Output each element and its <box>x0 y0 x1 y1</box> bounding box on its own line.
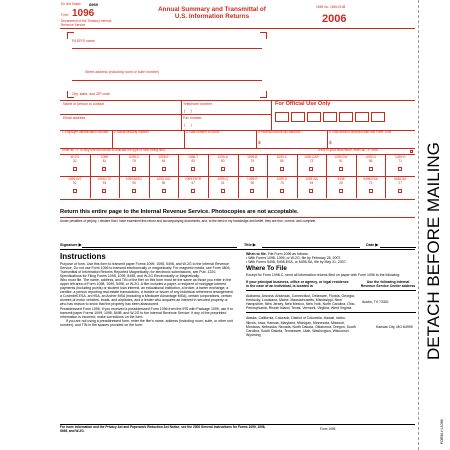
form-type-checkbox[interactable] <box>191 167 195 171</box>
form-type-checkbox[interactable] <box>132 189 136 193</box>
form-type-name: 1099-Q <box>217 177 229 181</box>
city-state-zip-label: City, state, and ZIP code <box>72 92 111 96</box>
enter-x-instruction: Enter an "X" in only one box below to indicate the type of form being filed. <box>62 148 166 152</box>
form-type-checkbox[interactable] <box>369 189 373 193</box>
who-must-file-paragraph: Who must file. The name, address, and TIN of the filer on this form must be the same as those you enter in the upper left area of Form 1098, 1099, 5498, or W-2G. A filer includes a payer, a recipient of mortgage interest payments (including points) or student loan interest, an educational institution, a broker, a barter exchange, a creditor, a person reporting real estate transactions, a trustee or issuer of any individual retirement arrangement, a Coverdell ESA, an HSA, an Archer MSA (including a Medicare Advantage MSA), certain corporations, certain donees of motor vehicles, boats, and airplanes, and a lender who acquires an interest in secured property or who has reason to know that the property has been abandoned. <box>60 278 234 307</box>
official-use-label: For Official Use Only <box>275 101 331 107</box>
when-to-file-heading: When to file. <box>246 252 267 256</box>
form-type-name: 1098-E <box>158 155 169 159</box>
form-year: 2006 <box>322 13 347 25</box>
form-type-cell <box>238 177 268 198</box>
when-to-file-intro: File Form 1096 as follows. <box>267 252 309 256</box>
form-type-cell <box>90 155 120 176</box>
form-type-code: 98 <box>250 181 255 185</box>
form-type-cell <box>238 155 268 176</box>
box5-dollar: $ <box>329 140 332 145</box>
form-type-name: 1099-B <box>247 155 258 159</box>
form-type-name: 1099-G <box>365 155 376 159</box>
instructions-heading: Instructions <box>60 252 106 261</box>
form-type-code: 83 <box>191 159 195 163</box>
box3-label: 3 Total number of forms <box>186 130 220 134</box>
when-bullet-2: • With Forms 5498, 5498-ESA, or 5498-SA, file by May 31, 2007. <box>246 260 347 265</box>
form-type-checkbox[interactable] <box>398 189 402 193</box>
form-type-cell <box>119 155 149 176</box>
states-group-kansas-city: Alaska, California, Colorado, District of Columbia, Hawaii, Idaho, Illinois, Iowa, Kansas, Maryland, Michigan, Minnesota, Missouri, Montana, Nebraska, Nevada, North Dakota, Oklahoma, Oregon, South Carolina, South Dakota, Tennessee, Utah, Washington, Wisconsin, Wyoming <box>246 316 356 337</box>
form-type-name: 5498-SA <box>393 177 407 181</box>
form-type-name: 1099-PATR <box>185 177 202 181</box>
form-type-cell <box>178 155 208 176</box>
detach-before-mailing-text: DETACH BEFORE MAILING <box>424 142 443 360</box>
omb-number: OMB No. 1545-0108 <box>316 5 346 9</box>
form-type-code: 81 <box>102 159 107 163</box>
form-type-name: 1099-A <box>217 155 228 159</box>
filer-name-label: FILER'S name <box>72 39 95 43</box>
signature-label: Signature ▶ <box>60 243 82 247</box>
box1-label: 1 Employer identification number <box>62 130 109 134</box>
street-address-label: Street address (including room or suite number) <box>85 70 160 74</box>
form-type-code: 79 <box>250 159 255 163</box>
form-type-name: 1098-T <box>188 155 199 159</box>
form-type-name: 1099-H <box>394 155 406 159</box>
form-type-name: 1099-R <box>247 177 258 181</box>
form-type-code: 96 <box>161 181 166 185</box>
form-type-cell <box>267 177 297 198</box>
form-type-cell <box>119 177 149 198</box>
box4-label: 4 Federal income tax withheld <box>258 130 301 134</box>
instructions-left-column <box>60 262 234 327</box>
box4-dollar: $ <box>258 140 261 145</box>
form-type-checkbox[interactable] <box>369 167 373 171</box>
location-column-heading: If your principal business, office or agency, or legal residence in the case of an individual, is located in <box>246 280 349 289</box>
form-type-code: 93 <box>102 181 107 185</box>
form-type-checkbox[interactable] <box>398 167 402 171</box>
form-type-name: 1099-DIV <box>334 155 348 159</box>
form-type-name: W-2G <box>70 155 79 159</box>
box2-label: 2 Social security number <box>114 130 149 134</box>
when-bullet-1: • With Forms 1098, 1099, or W-2G, file by February 28, 2007. <box>246 256 342 261</box>
form-type-cell <box>90 177 120 198</box>
form-type-name: 1099-INT <box>68 177 82 181</box>
email-label: Email address <box>63 116 86 120</box>
form-type-checkbox[interactable] <box>102 167 106 171</box>
form-type-code: 94 <box>309 181 314 185</box>
form-type-cell <box>208 177 238 198</box>
form-type-checkbox[interactable] <box>132 167 136 171</box>
form-type-name: 5498-ESA <box>363 177 378 181</box>
form-type-checkbox[interactable] <box>280 167 284 171</box>
form-type-code: 28 <box>339 181 343 185</box>
form-type-checkbox[interactable] <box>73 167 77 171</box>
form-type-cell <box>385 155 415 176</box>
form-type-code: 95 <box>132 181 136 185</box>
final-return-checkbox[interactable] <box>410 150 413 153</box>
form-type-name: 1099-MISC <box>125 177 142 181</box>
form-type-code: 75 <box>280 181 284 185</box>
form-type-cell <box>356 177 386 198</box>
form-type-cell <box>60 155 90 176</box>
form-type-checkbox[interactable] <box>221 167 225 171</box>
final-return-instruction: If this is your final return, enter an "X" here. <box>318 148 379 152</box>
form-type-checkbox[interactable] <box>191 189 195 193</box>
contact-name-label: Name of person to contact <box>63 102 105 106</box>
form-type-code: 91 <box>339 159 343 163</box>
form-type-name: 1099-CAP <box>304 155 319 159</box>
form-type-code: 72 <box>368 181 373 185</box>
footer-notice: For more information and the Privacy Act and Paperwork Reduction Act Notice, see the 2006 General Instructions for Forms 1099, 1098, 5498, and W-2G. <box>60 425 266 433</box>
department-label: Department of the Treasury Internal Revenue Service <box>61 19 112 27</box>
form-type-checkbox[interactable] <box>221 189 225 193</box>
fax-label: Fax number <box>183 116 202 120</box>
form-type-code: 78 <box>132 159 136 163</box>
footer-form-number: Form 1096 <box>320 427 336 431</box>
form-type-name: 1099-C <box>276 155 288 159</box>
states-group-austin: Alabama, Arizona, Arkansas, Connecticut, Delaware, Florida, Georgia, Kentucky, Louisiana, Maine, Massachusetts, Mississippi, New Hampshire, New Jersey, New Mexico, New York, North Carolina, Ohio, Pennsylvania, Rhode Island, Texas, Vermont, Virginia, West Virginia <box>246 294 356 311</box>
form-type-checkbox[interactable] <box>309 189 313 193</box>
form-type-code: 92 <box>73 181 77 185</box>
title-line-1: Annual Summary and Transmittal of <box>158 6 266 13</box>
form-type-name: 1098-C <box>128 155 140 159</box>
form-title <box>132 6 292 20</box>
purpose-paragraph: Purpose of form. Use this form to transmit paper Forms 1099, 1098, 5498, and W-2G to the Internal Revenue Service. Do not use Form 1096 to transmit electronically or magnetically. For magnetic media, see Form 4804, Transmittal of Information Returns Reported Magnetically; for electronic submissions, see Pub. 1220, Specifications for Filing Forms 1098, 1099, 5498, and W-2G Electronically or Magnetically. <box>60 262 231 279</box>
form-prefix: Form <box>61 13 69 17</box>
form-type-checkbox[interactable] <box>339 189 343 193</box>
title-label: Title ▶ <box>244 243 256 247</box>
do-not-staple-label: Do Not Staple <box>61 2 81 6</box>
form-type-cell <box>60 177 90 198</box>
form-type-checkbox[interactable] <box>309 167 313 171</box>
form-type-code: 97 <box>191 181 195 185</box>
where-to-file-heading: Where To File <box>246 265 287 273</box>
form-type-checkbox[interactable] <box>162 189 166 193</box>
form-type-cell <box>297 155 327 176</box>
form-type-name: 1099-SA <box>305 177 318 181</box>
form-type-checkbox[interactable] <box>102 189 106 193</box>
address-kansas-city: Kansas City, MO 64999 <box>376 324 413 329</box>
telephone-label: Telephone number <box>183 102 212 106</box>
form-type-cell <box>208 155 238 176</box>
form-type-checkbox[interactable] <box>280 189 284 193</box>
where-to-file-text: Except for Form 1098-C, send all information returns filed on paper with Form 1096 to the following: <box>246 273 401 278</box>
form-type-checkbox[interactable] <box>250 189 254 193</box>
form-type-cell <box>326 155 356 176</box>
form-type-cell <box>356 155 386 176</box>
street-address-field[interactable] <box>72 80 262 81</box>
form-type-checkbox[interactable] <box>250 167 254 171</box>
address-column-heading: Use the following Internal Revenue Service Center address <box>360 280 416 289</box>
official-use-boxes <box>275 110 405 126</box>
form-type-code: 85 <box>280 159 284 163</box>
filer-address-block <box>67 32 267 98</box>
instructions-right-column <box>246 252 416 337</box>
form-type-name: 1099-OID <box>156 177 171 181</box>
title-line-2: U.S. Information Returns <box>174 13 250 20</box>
form-type-checkbox[interactable] <box>339 167 343 171</box>
form-type-checkbox[interactable] <box>162 167 166 171</box>
form-type-name: 1099-S <box>276 177 287 181</box>
form-type-cell <box>385 177 415 198</box>
form-type-code: 27 <box>398 181 402 185</box>
perjury-statement: Under penalties of perjury, I declare that I have examined this return and accompanying documents, and, to the best of my knowledge and belief, they are true, correct, and complete. <box>60 219 317 223</box>
not-preaddressed-paragraph: If you are not using a preaddressed form, enter the filer's name, address (including room, suite, or other unit number), and TIN in the spaces provided on the form. <box>60 318 233 327</box>
address-austin: Austin, TX 73301 <box>362 300 389 305</box>
form-type-code: 86 <box>368 159 373 163</box>
form-type-name: 1098 <box>100 155 108 159</box>
form-type-code: 71 <box>398 159 402 163</box>
form-type-checkbox[interactable] <box>73 189 77 193</box>
form-type-cell <box>297 177 327 198</box>
form-type-cell <box>326 177 356 198</box>
form-type-name: 1099-LTC <box>97 177 112 181</box>
box5-label: 5 Total amount reported with this Form 1096 <box>329 130 392 134</box>
form-type-code: 80 <box>220 159 225 163</box>
form-number: 1096 <box>72 8 95 19</box>
filer-name-field[interactable] <box>72 48 262 49</box>
return-notice: Return this entire page to the Internal Revenue Service. Photocopies are not acceptable. <box>60 209 299 215</box>
form-type-code: 84 <box>161 159 166 163</box>
form-type-code: 73 <box>309 159 314 163</box>
date-label: Date ▶ <box>366 243 379 247</box>
form-type-code: 32 <box>73 159 77 163</box>
form-code: 6969 <box>89 2 98 7</box>
form-type-name: 5498 <box>337 177 345 181</box>
preaddressed-paragraph: Preaddressed Form 1096. If you received a preaddressed Form 1096 from the IRS with Package 1099, use it to transmit paper Forms 1099, 1098, 5498, and W-2G to the Internal Revenue Service. If any of the preprinted information is incorrect, make corrections on the form. <box>60 306 233 319</box>
form-type-cell <box>267 155 297 176</box>
side-form-code: FORM # L1096 <box>440 419 444 444</box>
form-type-cell <box>149 177 179 198</box>
form-type-code: 31 <box>220 181 225 185</box>
form-type-cell <box>149 155 179 176</box>
form-type-cell <box>178 177 208 198</box>
